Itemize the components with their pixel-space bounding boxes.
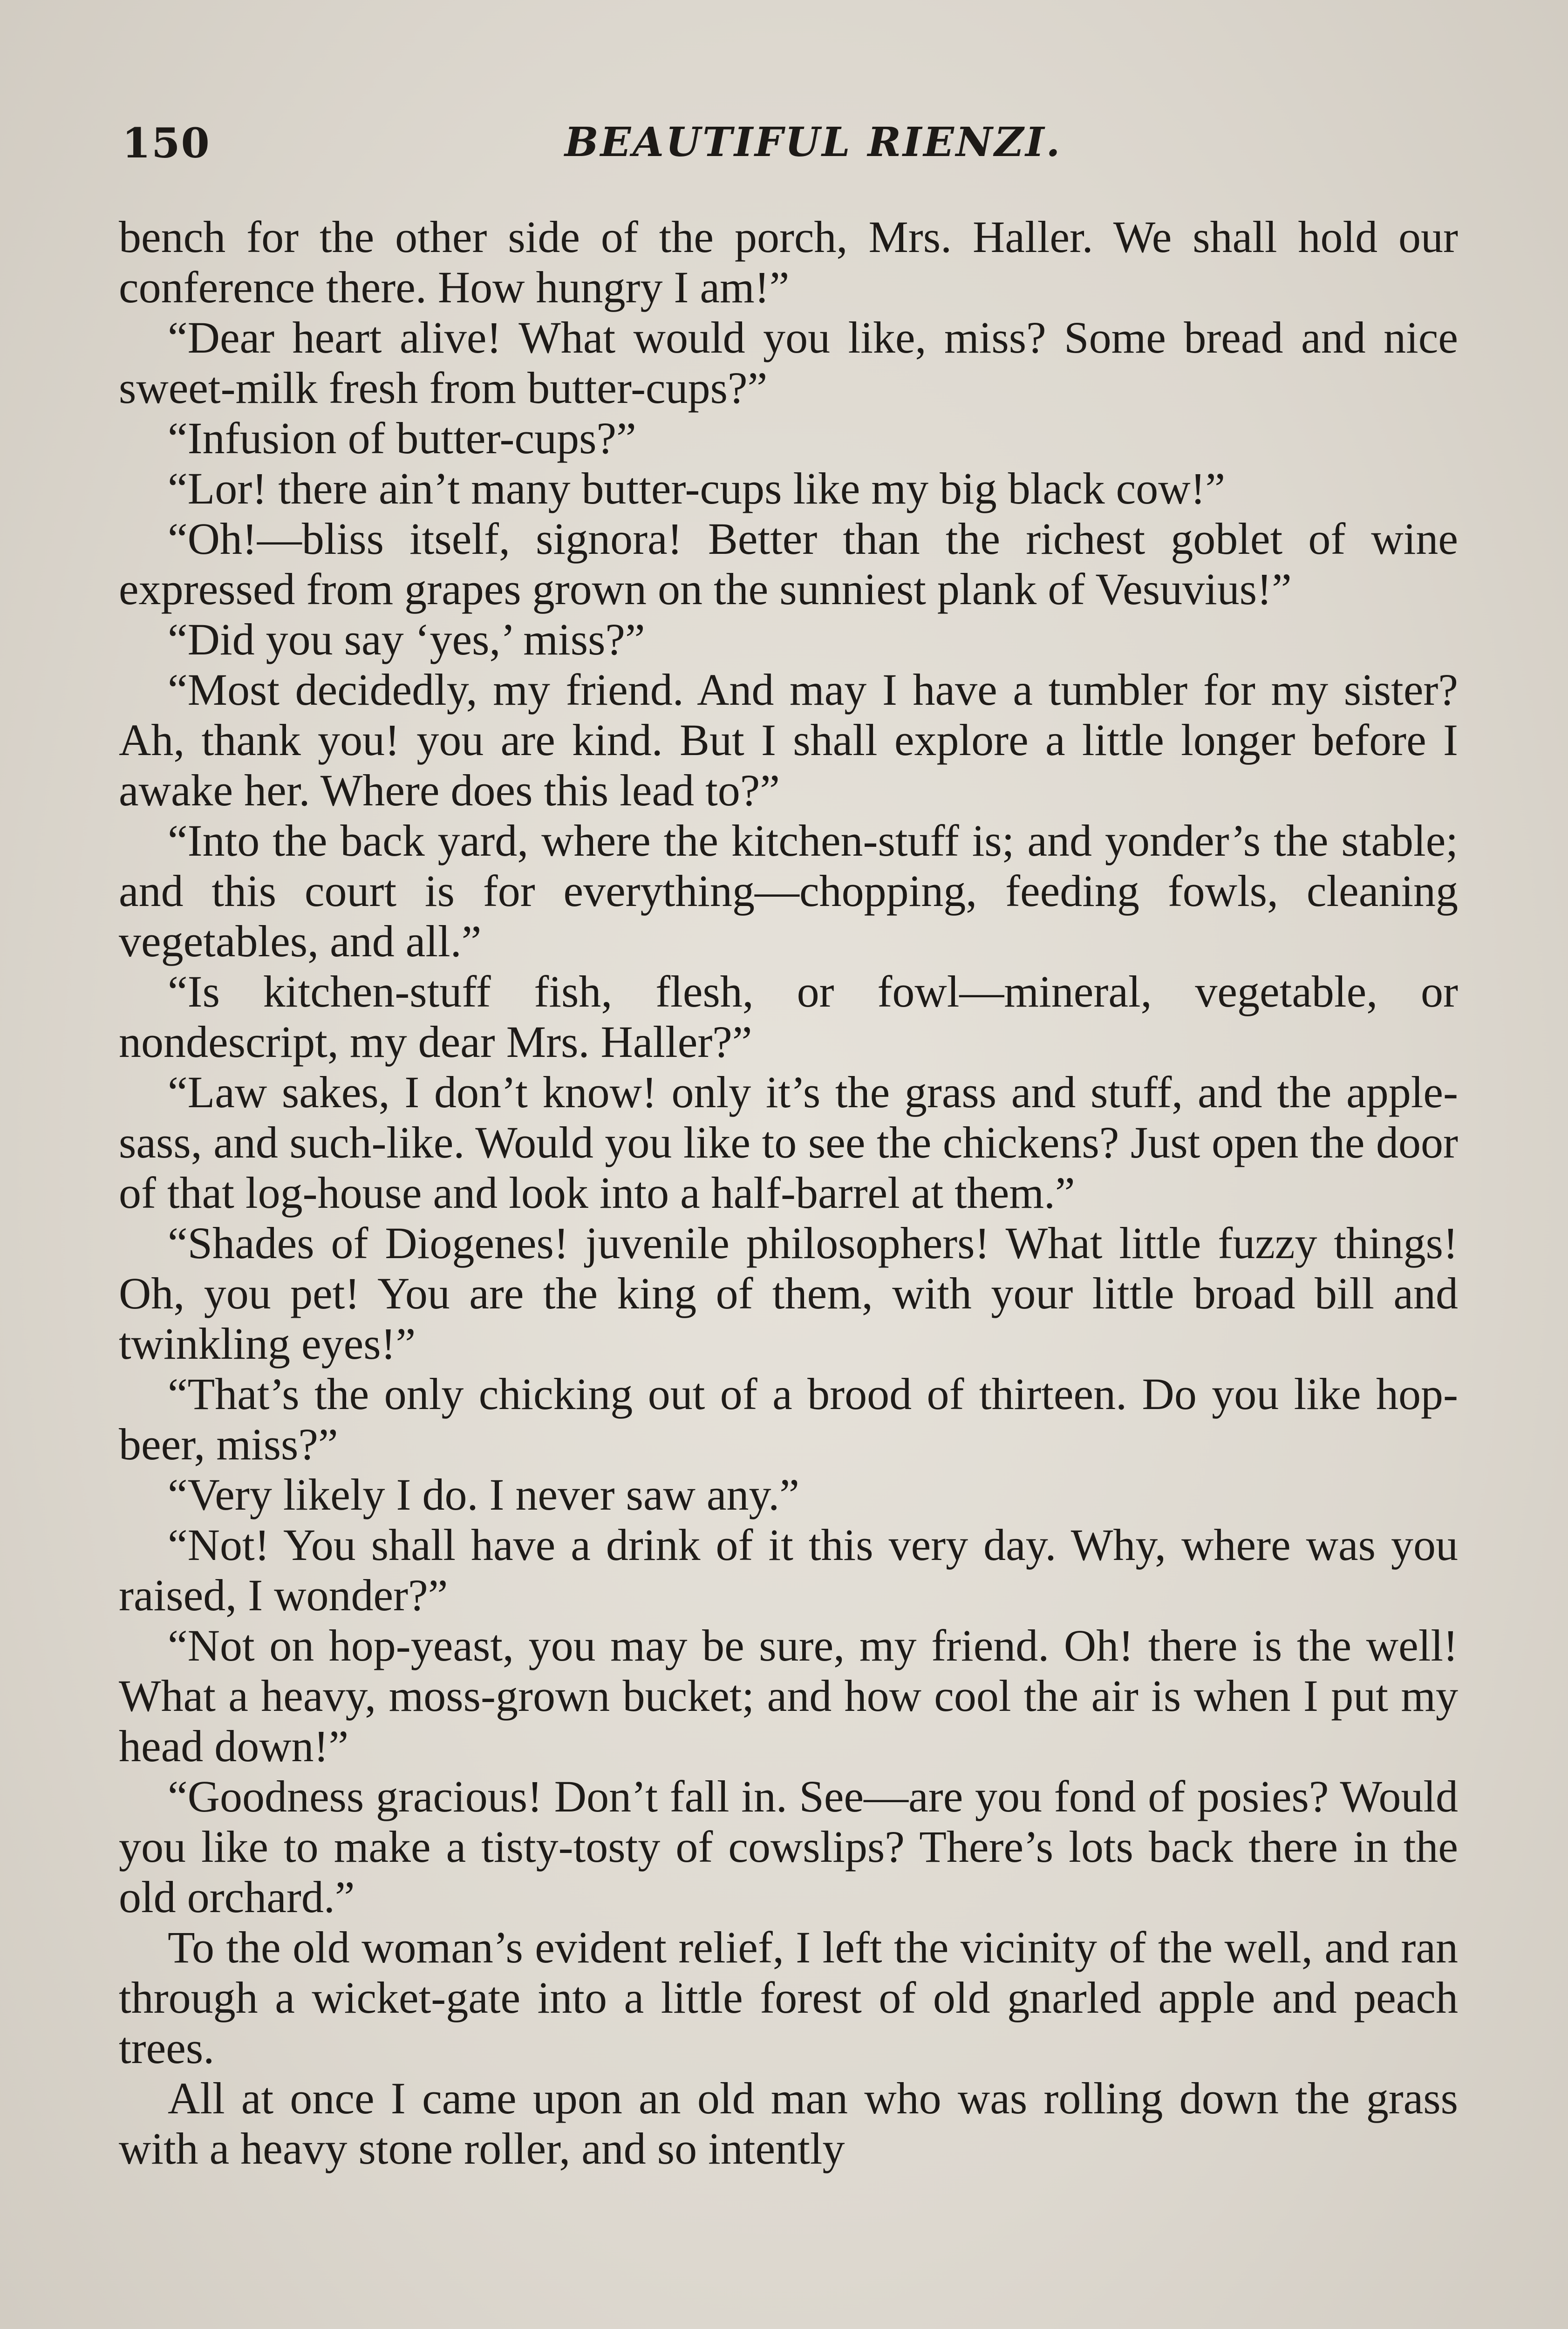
paragraph: “Dear heart alive! What would you like, miss? Some bread and nice sweet-milk fresh from butter-cups?” — [119, 313, 1458, 413]
paragraph: To the old woman’s evident relief, I left the vicinity of the well, and ran through a wicket-gate into a little forest of old gnarled apple and peach trees. — [119, 1922, 1458, 2073]
body-text — [119, 212, 1458, 2174]
paragraph: “Into the back yard, where the kitchen-stuff is; and yonder’s the stable; and this court is for everything—chopping, feeding fowls, cleaning vegetables, and all.” — [119, 816, 1458, 966]
paragraph: bench for the other side of the porch, Mrs. Haller. We shall hold our conference there. How hungry I am!” — [119, 212, 1458, 312]
page-header — [122, 119, 1454, 175]
paragraph: “Not on hop-yeast, you may be sure, my friend. Oh! there is the well! What a heavy, moss-grown bucket; and how cool the air is when I put my head down!” — [119, 1621, 1458, 1771]
paragraph: “Did you say ‘yes,’ miss?” — [168, 614, 645, 664]
paragraph: “Is kitchen-stuff fish, flesh, or fowl—mineral, vegetable, or nondescript, my dear Mrs. Haller?” — [119, 967, 1458, 1067]
paragraph: “Oh!—bliss itself, signora! Better than the richest goblet of wine expressed from grapes grown on the sunniest plank of Vesuvius!” — [119, 514, 1458, 614]
paragraph: “Very likely I do. I never saw any.” — [168, 1470, 799, 1519]
paragraph: “Shades of Diogenes! juvenile philosophers! What little fuzzy things! Oh, you pet! You are the king of them, with your little broad bill and twinkling eyes!” — [119, 1218, 1458, 1369]
paragraph: “Goodness gracious! Don’t fall in. See—are you fond of posies? Would you like to make a tisty-tosty of cowslips? There’s lots back there in the old orchard.” — [119, 1771, 1458, 1922]
paragraph: “That’s the only chicking out of a brood of thirteen. Do you like hop-beer, miss?” — [119, 1369, 1458, 1469]
paragraph: “Infusion of butter-cups?” — [168, 413, 636, 463]
paragraph: “Law sakes, I don’t know! only it’s the grass and stuff, and the apple-sass, and such-like. Would you like to see the chickens? Just open the door of that log-house and look into a half-barrel at them.” — [119, 1067, 1458, 1218]
paragraph: “Not! You shall have a drink of it this very day. Why, where was you raised, I wonder?” — [119, 1520, 1458, 1620]
page-number: 150 — [122, 119, 211, 167]
paragraph: “Lor! there ain’t many butter-cups like my big black cow!” — [168, 463, 1226, 513]
running-title: BEAUTIFUL RIENZI. — [565, 119, 1062, 166]
paragraph: All at once I came upon an old man who was rolling down the grass with a heavy stone roller, and so intently — [119, 2073, 1458, 2173]
paragraph: “Most decidedly, my friend. And may I have a tumbler for my sister? Ah, thank you! you are kind. But I shall explore a little longer before I awake her. Where does this lead to?” — [119, 665, 1458, 815]
